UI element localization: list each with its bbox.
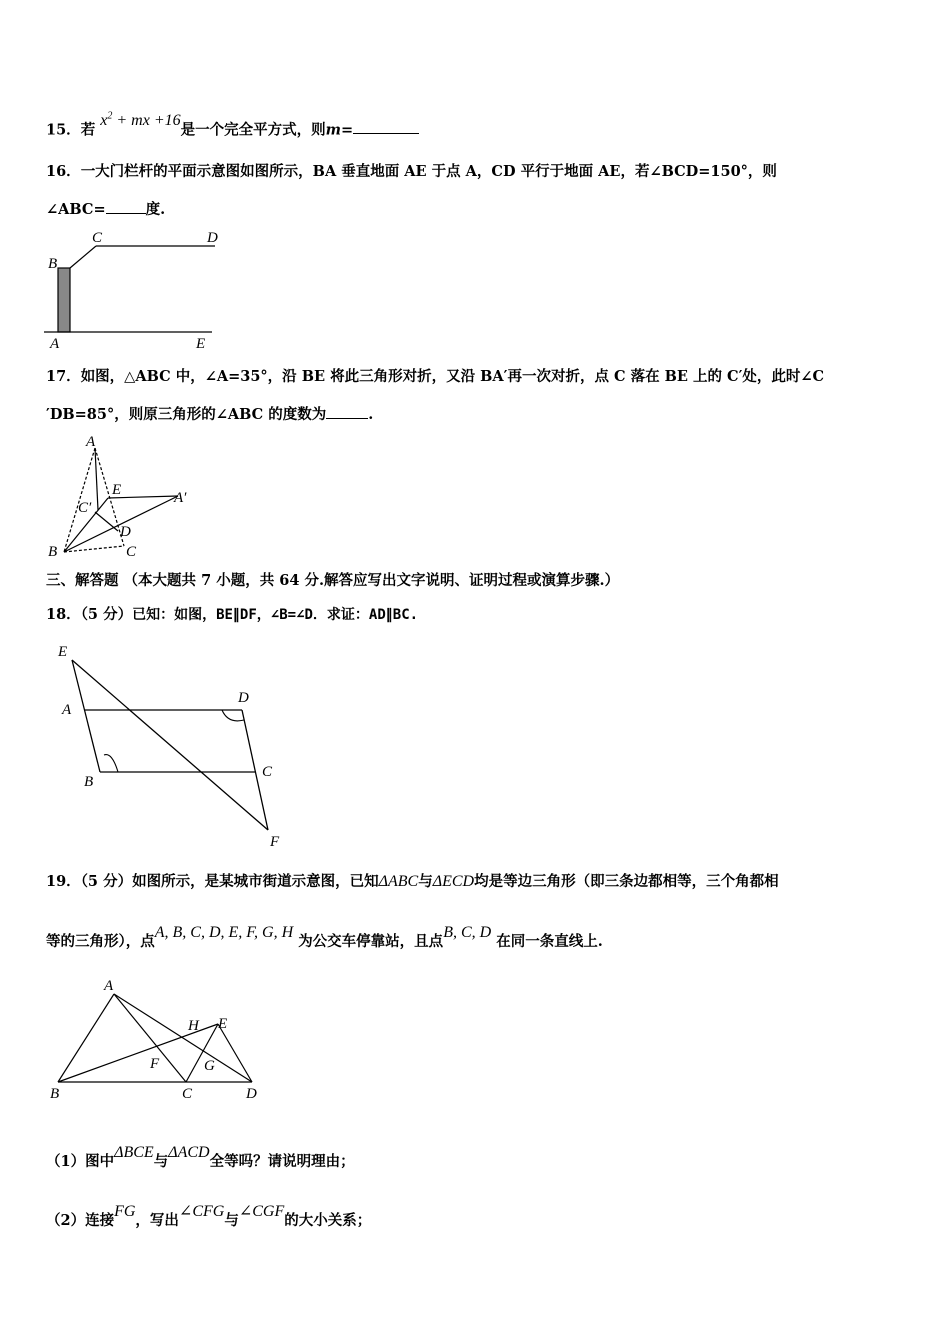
question-17-line2 xyxy=(46,404,373,425)
q19-triangle-abc: ΔABC xyxy=(378,873,419,890)
label-C: C xyxy=(92,230,103,246)
q19-points: A, B, C, D, E, F, G, H xyxy=(154,924,294,941)
segment-AC2 xyxy=(95,448,98,510)
q16-figure xyxy=(40,226,230,352)
question-19-line2 xyxy=(46,924,603,952)
label-E: E xyxy=(112,482,122,498)
label-E: E xyxy=(196,336,206,352)
label-B: B xyxy=(84,774,94,790)
q18-figure xyxy=(56,640,286,852)
q17-text-line2b: . xyxy=(368,406,374,423)
q19-text-line1a: 如图所示，是某城市街道示意图，已知 xyxy=(132,873,379,890)
angle-arc-B xyxy=(104,755,118,772)
q15-suffix: 是一个完全平方式，则 xyxy=(180,121,326,139)
q16-number: 16． xyxy=(46,163,81,180)
label-C: C xyxy=(126,544,137,560)
q19-triangle-ecd: ΔECD xyxy=(432,873,475,890)
q19-text-line2a: 等的三角形），点 xyxy=(46,933,155,950)
q19-points-bcd: B, C, D xyxy=(443,924,492,941)
q17-number: 17． xyxy=(46,368,81,385)
q16-answer-blank xyxy=(106,199,146,214)
q19-part1-label: （1）图中 xyxy=(46,1153,115,1170)
label-C: C xyxy=(182,1086,193,1102)
label-C: C xyxy=(262,764,273,780)
q15-answer-blank xyxy=(353,119,419,134)
q19-text-line1c: 均是等边三角形（即三条边都相等，三个角都相 xyxy=(474,873,779,890)
q18-text: 已知：如图，BE∥DF，∠B=∠D．求证：AD∥BC. xyxy=(132,607,419,623)
q16-text-line2a: ∠ABC= xyxy=(46,201,106,218)
label-B: B xyxy=(50,1086,60,1102)
q16-text-line2b: 度. xyxy=(145,201,166,218)
side-AB xyxy=(58,994,114,1082)
question-15: 15．若 $x^2$ + mx +16是一个完全平方式，则m= xyxy=(46,116,419,140)
label-A-prime: A′ xyxy=(174,490,187,506)
label-D: D xyxy=(246,1086,257,1102)
angle-arc-D xyxy=(222,710,244,721)
q19-part2-label: （2）连接 xyxy=(46,1212,115,1229)
q17-answer-blank xyxy=(326,404,368,419)
question-19: 19．（5 分）如图所示，是某城市街道示意图，已知ΔABC与ΔECD均是等边三角形（即三条边都相等，三个角都相 xyxy=(46,873,779,890)
q15-var: m xyxy=(325,121,341,139)
q15-expression: $x^2$ + mx +16 xyxy=(100,111,181,130)
q18-score: （5 分） xyxy=(80,606,133,623)
label-G: G xyxy=(204,1058,215,1074)
dashed-side-BC xyxy=(64,546,124,552)
q19-part2-angle-cgf: ∠CGF xyxy=(238,1203,285,1220)
label-A: A xyxy=(86,434,96,450)
q17-text-line2a: ′DB=85°，则原三角形的∠ABC 的度数为 xyxy=(46,406,327,423)
q15-prefix: 若 xyxy=(80,121,96,139)
q19-text-line2b: 为公交车停靠站，且点 xyxy=(298,933,444,950)
q18-number: 18． xyxy=(46,606,81,623)
question-16-line2 xyxy=(46,199,165,220)
segment-C2D xyxy=(95,512,118,531)
q17-figure xyxy=(40,432,210,564)
q17-text-line1: 如图，△ABC 中，∠A=35°，沿 BE 将此三角形对折，又沿 BA′再一次对折，点 C 落在 BE 上的 C′处，此时∠C xyxy=(80,368,825,385)
segment-EF xyxy=(72,660,268,830)
q19-figure xyxy=(46,978,266,1104)
label-D: D xyxy=(120,524,131,540)
label-A: A xyxy=(104,978,114,994)
question-17 xyxy=(46,367,824,387)
q19-part2-end: 的大小关系； xyxy=(284,1212,372,1229)
gate-post xyxy=(58,268,70,332)
label-E: E xyxy=(58,644,68,660)
label-A: A xyxy=(62,702,72,718)
label-A: A xyxy=(50,336,60,352)
q19-part-1: （1）图中ΔBCE与ΔACD全等吗？请说明理由； xyxy=(46,1144,355,1170)
q19-part1-tri-bce: ΔBCE xyxy=(114,1144,154,1161)
label-B: B xyxy=(48,544,58,560)
label-D: D xyxy=(207,230,218,246)
q16-text-line1: 一大门栏杆的平面示意图如图所示，BA 垂直地面 AE 于点 A，CD 平行于地面 AE，若∠BCD=150°，则 xyxy=(80,163,777,180)
label-F: F xyxy=(150,1056,160,1072)
q19-score: （5 分） xyxy=(80,873,133,890)
label-E: E xyxy=(218,1016,228,1032)
q19-part1-end: 全等吗？请说明理由； xyxy=(209,1153,355,1170)
label-D: D xyxy=(238,690,249,706)
label-H: H xyxy=(188,1018,199,1034)
label-F: F xyxy=(270,834,280,850)
side-ED xyxy=(218,1024,252,1082)
segment-EB xyxy=(72,660,100,772)
q19-part-2: （2）连接FG，写出∠CFG与∠CGF的大小关系； xyxy=(46,1203,372,1229)
label-B: B xyxy=(48,256,58,272)
q19-number: 19． xyxy=(46,873,81,890)
segment-AD xyxy=(114,994,252,1082)
section-3-title: 三、解答题 （本大题共 7 小题，共 64 分.解答应写出文字说明、证明过程或演算步骤.） xyxy=(46,572,620,589)
question-18 xyxy=(46,605,418,625)
question-16 xyxy=(46,162,777,182)
segment-BC xyxy=(70,246,96,268)
q19-part1-tri-acd: ΔACD xyxy=(168,1144,210,1161)
q15-number: 15． xyxy=(46,121,81,139)
label-C-prime: C′ xyxy=(78,500,92,516)
q19-text-line2c: 在同一条直线上. xyxy=(496,933,603,950)
q19-part2-angle-cfg: ∠CFG xyxy=(178,1203,225,1220)
q19-part2-seg-fg: FG xyxy=(114,1203,136,1220)
